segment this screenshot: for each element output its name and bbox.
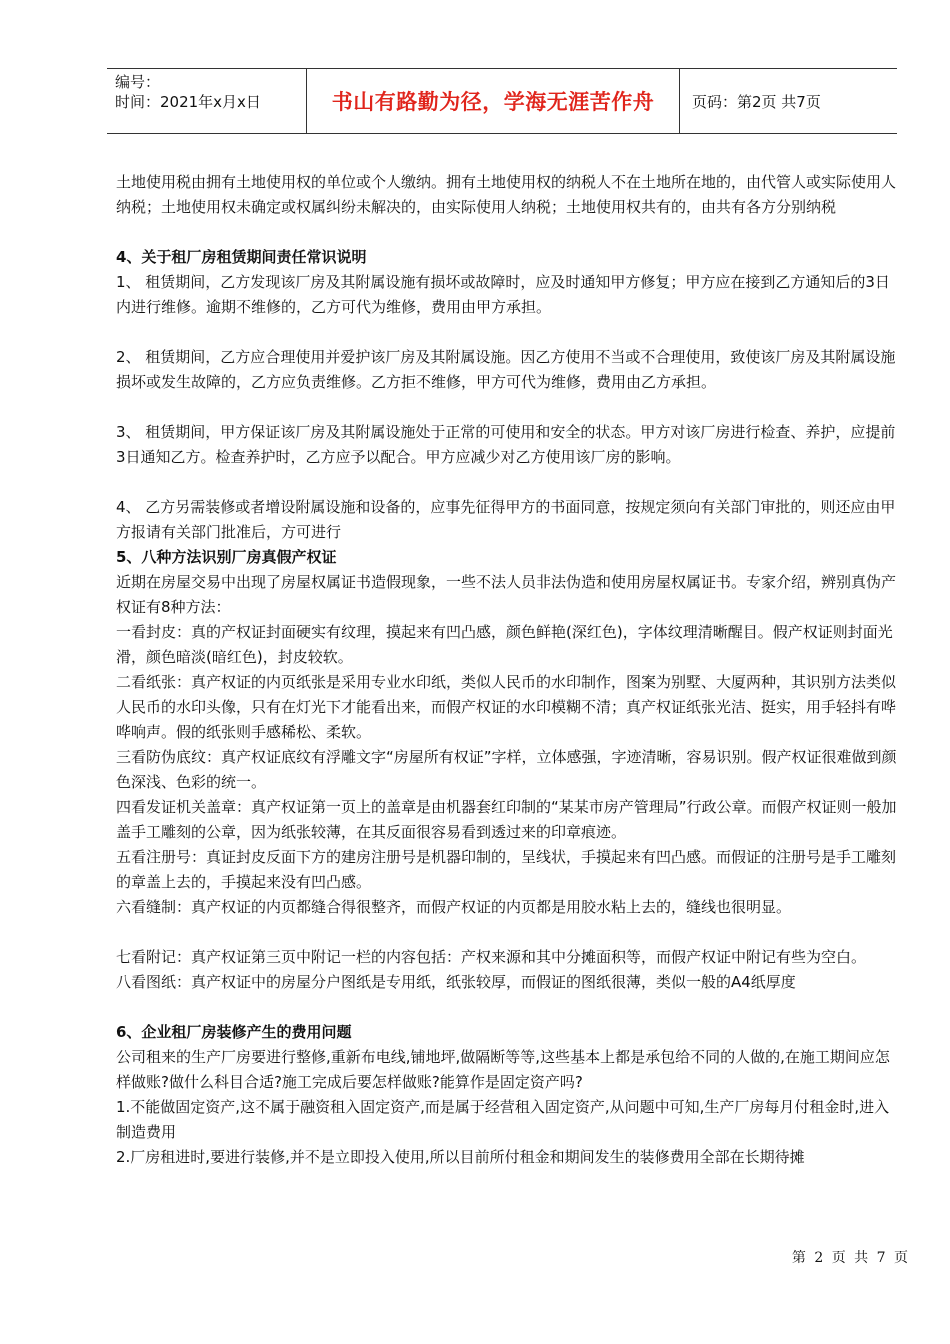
section-heading: 5、八种方法识别厂房真假产权证: [116, 548, 337, 566]
body-paragraph: 二看纸张：真产权证的内页纸张是采用专业水印纸，类似人民币的水印制作，图案为别墅、大厦两种，其识别方法类似人民币的水印头像，只有在灯光下才能看出来，而假产权证的水印模糊不清；真产权证纸张光洁、挺实，用手轻抖有哗哗响声。假的纸张则手感稀松、柔软。: [116, 673, 897, 741]
body-paragraph: 2、 租赁期间，乙方应合理使用并爱护该厂房及其附属设施。因乙方使用不当或不合理使用，致使该厂房及其附属设施损坏或发生故障的，乙方应负责维修。乙方拒不维修，甲方可代为维修，费用由乙方承担。: [116, 348, 896, 391]
document-time-label: 时间：2021年x月x日: [115, 93, 261, 111]
header-motto: 书山有路勤为径，学海无涯苦作舟: [307, 68, 680, 134]
section-heading: 4、关于租厂房租赁期间责任常识说明: [116, 248, 367, 266]
document-number-label: 编号：: [115, 73, 161, 91]
body-paragraph: 三看防伪底纹：真产权证底纹有浮雕文字“房屋所有权证”字样，立体感强，字迹清晰，容易识别。假产权证很难做到颜色深浅、色彩的统一。: [116, 748, 897, 791]
body-paragraph: 1、 租赁期间，乙方发现该厂房及其附属设施有损坏或故障时，应及时通知甲方修复；甲方应在接到乙方通知后的3日内进行维修。逾期不维修的，乙方可代为维修，费用由甲方承担。: [116, 273, 890, 316]
body-paragraph: 2.厂房租进时,要进行装修,并不是立即投入使用,所以目前所付租金和期间发生的装修费用全部在长期待摊: [116, 1148, 805, 1166]
body-paragraph: 四看发证机关盖章：真产权证第一页上的盖章是由机器套红印制的“某某市房产管理局”行政公章。而假产权证则一般加盖手工雕刻的公章，因为纸张较薄，在其反面很容易看到透过来的印章痕迹。: [116, 798, 897, 841]
document-body: [116, 170, 901, 1170]
body-paragraph: 3、 租赁期间，甲方保证该厂房及其附属设施处于正常的可使用和安全的状态。甲方对该厂房进行检查、养护，应提前3日通知乙方。检查养护时，乙方应予以配合。甲方应减少对乙方使用该厂房的影响。: [116, 423, 896, 466]
section-heading: 6、企业租厂房装修产生的费用问题: [116, 1023, 352, 1041]
body-paragraph: 八看图纸：真产权证中的房屋分户图纸是专用纸，纸张较厚，而假证的图纸很薄，类似一般的A4纸厚度: [116, 973, 796, 991]
header-meta: [107, 68, 307, 134]
body-paragraph: 七看附记：真产权证第三页中附记一栏的内容包括：产权来源和其中分摊面积等，而假产权证中附记有些为空白。: [116, 948, 867, 966]
paragraph-spacer: [116, 995, 901, 1020]
header-top-rule: [107, 68, 897, 69]
body-paragraph: 一看封皮：真的产权证封面硬实有纹理，摸起来有凹凸感，颜色鲜艳(深红色)，字体纹理清晰醒目。假产权证则封面光滑，颜色暗淡(暗红色)，封皮较软。: [116, 623, 893, 666]
body-paragraph: 土地使用税由拥有土地使用权的单位或个人缴纳。拥有土地使用权的纳税人不在土地所在地的，由代管人或实际使用人纳税；土地使用权未确定或权属纠纷未解决的，由实际使用人纳税；土地使用权共有的，由共有各方分别纳税: [116, 173, 897, 216]
paragraph-spacer: [116, 470, 901, 495]
body-paragraph: 六看缝制：真产权证的内页都缝合得很整齐，而假产权证的内页都是用胶水粘上去的，缝线也很明显。: [116, 898, 792, 916]
header-bottom-rule: [107, 133, 897, 134]
page-footer: 第 2 页 共 7 页: [791, 1250, 908, 1266]
body-paragraph: 公司租来的生产厂房要进行整修,重新布电线,铺地坪,做隔断等等,这些基本上都是承包给不同的人做的,在施工期间应怎样做账?做什么科目合适?施工完成后要怎样做账?能算作是固定资产吗?: [116, 1048, 890, 1091]
paragraph-spacer: [116, 220, 901, 245]
page-header: [107, 68, 897, 134]
paragraph-spacer: [116, 920, 901, 945]
body-paragraph: 五看注册号：真证封皮反面下方的建房注册号是机器印制的，呈线状，手摸起来有凹凸感。而假证的注册号是手工雕刻的章盖上去的，手摸起来没有凹凸感。: [116, 848, 897, 891]
paragraph-spacer: [116, 320, 901, 345]
header-page-info: 页码：第2页 共7页: [692, 92, 821, 111]
body-paragraph: 近期在房屋交易中出现了房屋权属证书造假现象，一些不法人员非法伪造和使用房屋权属证书。专家介绍，辨别真伪产权证有8种方法：: [116, 573, 897, 616]
body-paragraph: 4、 乙方另需装修或者增设附属设施和设备的，应事先征得甲方的书面同意，按规定须向有关部门审批的，则还应由甲方报请有关部门批准后，方可进行: [116, 498, 896, 541]
body-paragraph: 1.不能做固定资产,这不属于融资租入固定资产,而是属于经营租入固定资产,从问题中可知,生产厂房每月付租金时,进入制造费用: [116, 1098, 890, 1141]
paragraph-spacer: [116, 395, 901, 420]
